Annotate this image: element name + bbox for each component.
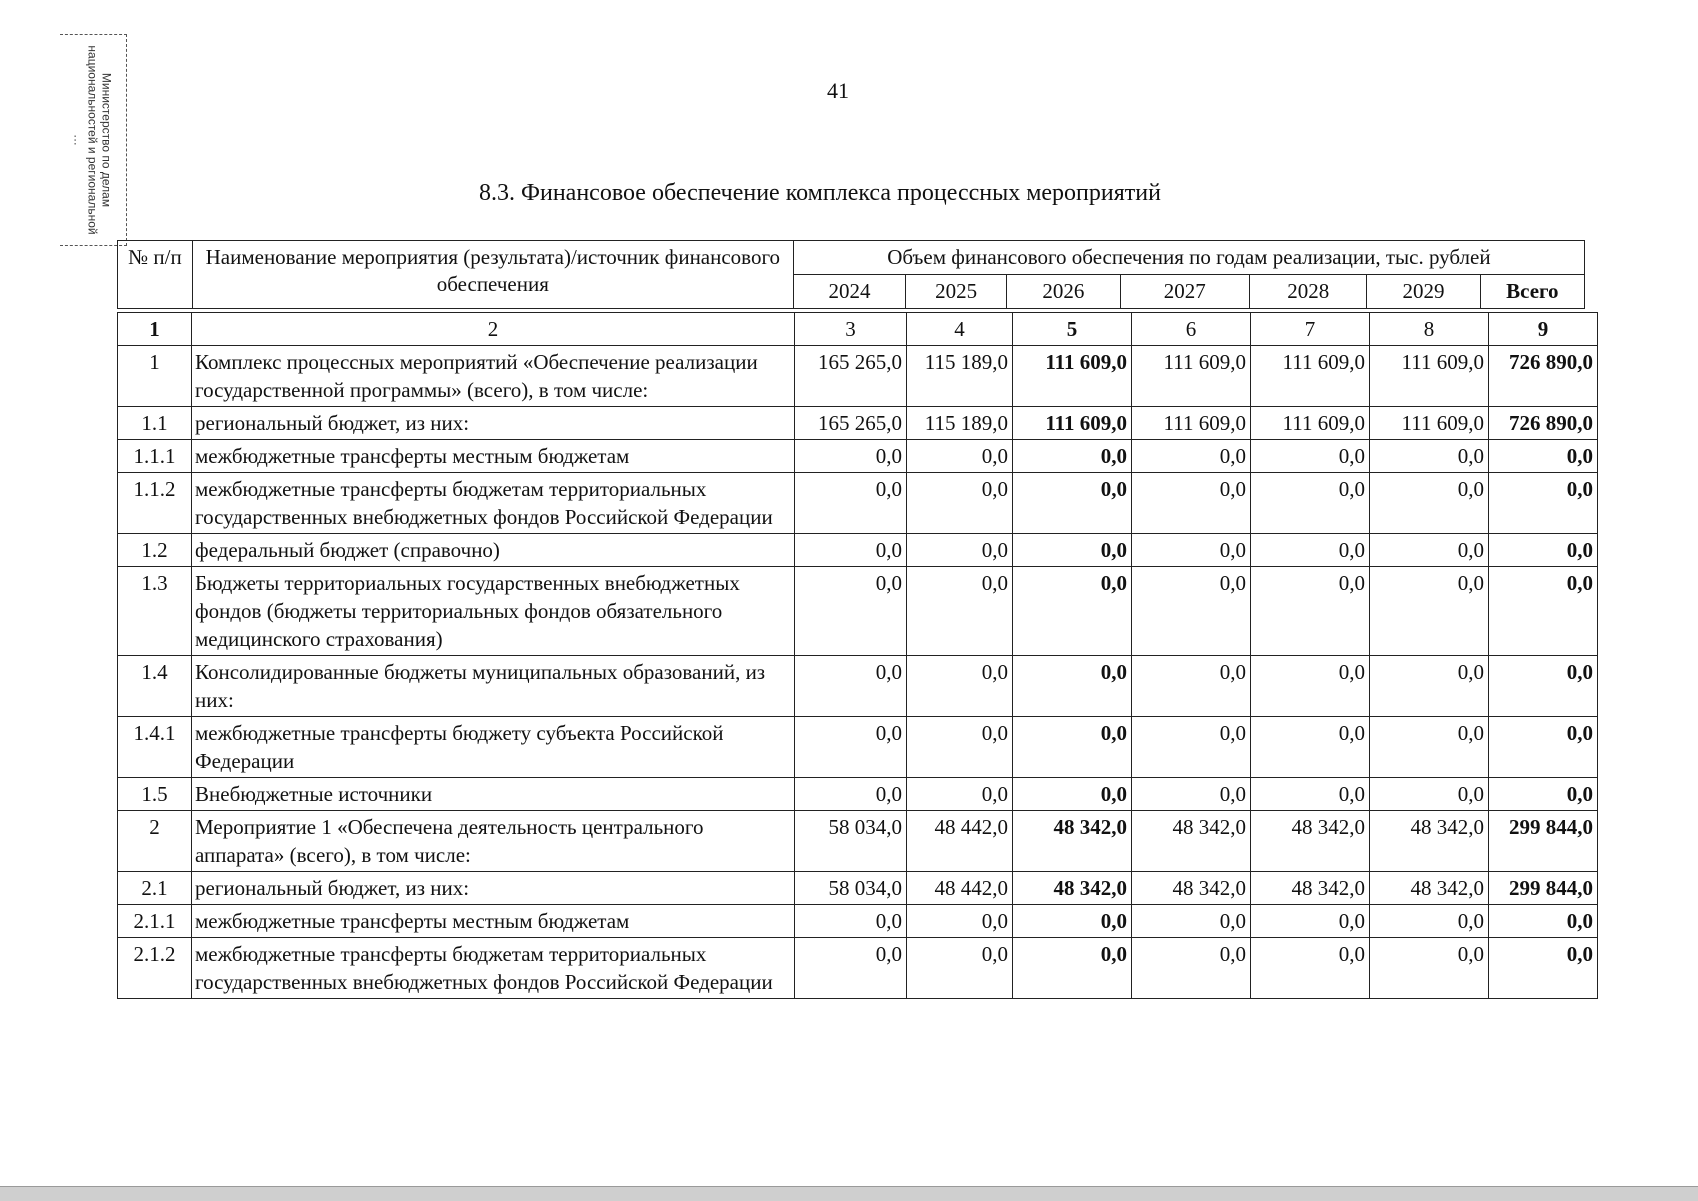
row-year-value: 0,0 (1013, 473, 1132, 534)
row-year-value: 0,0 (1251, 440, 1370, 473)
row-year-value: 0,0 (1132, 717, 1251, 778)
row-year-value: 111 609,0 (1370, 407, 1489, 440)
ministry-stamp (60, 34, 127, 246)
table-row (118, 905, 1598, 938)
row-year-value: 48 342,0 (1013, 872, 1132, 905)
row-total-value: 0,0 (1489, 905, 1598, 938)
row-year-value: 0,0 (1370, 717, 1489, 778)
row-number: 2 (118, 811, 192, 872)
row-year-value: 0,0 (1370, 778, 1489, 811)
row-year-value: 0,0 (1251, 534, 1370, 567)
header-year: 2026 (1007, 275, 1120, 309)
row-year-value: 0,0 (1132, 473, 1251, 534)
table-row (118, 440, 1598, 473)
page-number: 41 (827, 78, 849, 103)
row-year-value: 111 609,0 (1251, 346, 1370, 407)
row-year-value: 0,0 (1013, 567, 1132, 656)
row-year-value: 0,0 (907, 905, 1013, 938)
section-title: 8.3. Финансовое обеспечение комплекса процессных мероприятий (479, 180, 1161, 206)
row-year-value: 111 609,0 (1132, 407, 1251, 440)
row-total-value: 0,0 (1489, 938, 1598, 999)
row-year-value: 0,0 (907, 473, 1013, 534)
row-year-value: 0,0 (1370, 473, 1489, 534)
row-year-value: 0,0 (907, 938, 1013, 999)
row-year-value: 0,0 (1370, 905, 1489, 938)
table-row (118, 567, 1598, 656)
row-year-value: 0,0 (1013, 905, 1132, 938)
row-name: Мероприятие 1 «Обеспечена деятельность центрального аппарата» (всего), в том числе: (192, 811, 795, 872)
row-year-value: 0,0 (1370, 534, 1489, 567)
row-year-value: 115 189,0 (907, 407, 1013, 440)
row-year-value: 0,0 (1132, 567, 1251, 656)
stamp-text (72, 45, 114, 234)
row-year-value: 0,0 (1132, 534, 1251, 567)
row-name: Внебюджетные источники (192, 778, 795, 811)
row-year-value: 111 609,0 (1013, 407, 1132, 440)
header-name: Наименование мероприятия (результата)/источник финансового обеспечения (192, 241, 793, 309)
row-year-value: 0,0 (795, 567, 907, 656)
row-name: федеральный бюджет (справочно) (192, 534, 795, 567)
row-year-value: 0,0 (1013, 440, 1132, 473)
header-year: 2028 (1250, 275, 1367, 309)
row-number: 1.1.2 (118, 473, 192, 534)
row-year-value: 0,0 (1132, 656, 1251, 717)
row-year-value: 0,0 (1013, 778, 1132, 811)
row-year-value: 0,0 (907, 717, 1013, 778)
row-name: региональный бюджет, из них: (192, 872, 795, 905)
row-year-value: 0,0 (1013, 656, 1132, 717)
table-row (118, 811, 1598, 872)
header-year: 2024 (793, 275, 905, 309)
column-number: 9 (1489, 313, 1598, 346)
column-number: 8 (1370, 313, 1489, 346)
row-year-value: 111 609,0 (1370, 346, 1489, 407)
row-number: 2.1 (118, 872, 192, 905)
row-year-value: 115 189,0 (907, 346, 1013, 407)
column-number: 3 (795, 313, 907, 346)
column-number: 5 (1013, 313, 1132, 346)
header-total: Всего (1480, 275, 1584, 309)
row-year-value: 0,0 (1132, 778, 1251, 811)
header-year: 2029 (1367, 275, 1480, 309)
row-year-value: 0,0 (1251, 778, 1370, 811)
row-year-value: 0,0 (907, 534, 1013, 567)
row-year-value: 48 442,0 (907, 811, 1013, 872)
row-total-value: 0,0 (1489, 440, 1598, 473)
row-year-value: 0,0 (795, 905, 907, 938)
row-year-value: 111 609,0 (1132, 346, 1251, 407)
column-number: 4 (907, 313, 1013, 346)
row-year-value: 48 342,0 (1370, 811, 1489, 872)
row-number: 2.1.1 (118, 905, 192, 938)
row-year-value: 48 342,0 (1132, 811, 1251, 872)
row-year-value: 0,0 (907, 440, 1013, 473)
row-number: 2.1.2 (118, 938, 192, 999)
row-year-value: 58 034,0 (795, 872, 907, 905)
row-year-value: 0,0 (1370, 938, 1489, 999)
row-name: межбюджетные трансферты бюджетам территориальных государственных внебюджетных фондов Российской Федерации (192, 938, 795, 999)
table-row (118, 717, 1598, 778)
row-year-value: 0,0 (795, 440, 907, 473)
row-year-value: 0,0 (795, 938, 907, 999)
row-name: Комплекс процессных мероприятий «Обеспечение реализации государственной программы» (всего), в том числе: (192, 346, 795, 407)
row-year-value: 0,0 (1370, 567, 1489, 656)
row-number: 1.4 (118, 656, 192, 717)
row-total-value: 0,0 (1489, 567, 1598, 656)
scan-bottom-edge (0, 1186, 1698, 1201)
row-year-value: 0,0 (907, 656, 1013, 717)
row-year-value: 0,0 (1132, 905, 1251, 938)
row-year-value: 111 609,0 (1013, 346, 1132, 407)
row-year-value: 165 265,0 (795, 407, 907, 440)
table-row (118, 346, 1598, 407)
row-total-value: 0,0 (1489, 473, 1598, 534)
row-year-value: 111 609,0 (1251, 407, 1370, 440)
row-year-value: 48 342,0 (1370, 872, 1489, 905)
row-year-value: 0,0 (795, 534, 907, 567)
row-year-value: 0,0 (1370, 440, 1489, 473)
row-name: межбюджетные трансферты бюджетам территориальных государственных внебюджетных фондов Российской Федерации (192, 473, 795, 534)
stamp-line: Министерство по делам (100, 72, 114, 208)
table-row (118, 473, 1598, 534)
table-row (118, 938, 1598, 999)
row-total-value: 726 890,0 (1489, 407, 1598, 440)
header-year: 2027 (1120, 275, 1249, 309)
header-volume: Объем финансового обеспечения по годам реализации, тыс. рублей (793, 241, 1584, 275)
row-year-value: 0,0 (1132, 440, 1251, 473)
row-number: 1.2 (118, 534, 192, 567)
row-year-value: 0,0 (1013, 938, 1132, 999)
table-header (117, 240, 1585, 309)
table-row (118, 872, 1598, 905)
table-row (118, 656, 1598, 717)
row-number: 1.3 (118, 567, 192, 656)
row-total-value: 299 844,0 (1489, 811, 1598, 872)
row-year-value: 0,0 (1251, 938, 1370, 999)
header-year: 2025 (906, 275, 1007, 309)
table-row (118, 534, 1598, 567)
row-year-value: 0,0 (1251, 905, 1370, 938)
row-year-value: 0,0 (1132, 938, 1251, 999)
row-year-value: 165 265,0 (795, 346, 907, 407)
column-numbers-row (118, 313, 1598, 346)
row-name: Бюджеты территориальных государственных внебюджетных фондов (бюджеты территориальных фондов обязательного медицинского страхования) (192, 567, 795, 656)
stamp-line: национальностей и региональной (86, 45, 100, 235)
column-number: 7 (1251, 313, 1370, 346)
row-year-value: 0,0 (1251, 473, 1370, 534)
row-year-value: 0,0 (1251, 567, 1370, 656)
row-number: 1.5 (118, 778, 192, 811)
row-year-value: 0,0 (1251, 656, 1370, 717)
row-number: 1.1.1 (118, 440, 192, 473)
header-num: № п/п (118, 241, 193, 309)
row-year-value: 48 342,0 (1251, 811, 1370, 872)
row-number: 1.1 (118, 407, 192, 440)
row-total-value: 0,0 (1489, 656, 1598, 717)
finance-table (117, 312, 1598, 999)
row-total-value: 299 844,0 (1489, 872, 1598, 905)
row-year-value: 48 342,0 (1132, 872, 1251, 905)
row-year-value: 0,0 (795, 473, 907, 534)
row-year-value: 48 442,0 (907, 872, 1013, 905)
column-number: 1 (118, 313, 192, 346)
row-name: межбюджетные трансферты бюджету субъекта Российской Федерации (192, 717, 795, 778)
table-row (118, 407, 1598, 440)
row-year-value: 0,0 (795, 656, 907, 717)
row-name: Консолидированные бюджеты муниципальных образований, из них: (192, 656, 795, 717)
row-year-value: 0,0 (1370, 656, 1489, 717)
row-year-value: 0,0 (907, 567, 1013, 656)
row-total-value: 726 890,0 (1489, 346, 1598, 407)
row-year-value: 0,0 (1013, 534, 1132, 567)
row-year-value: 0,0 (1251, 717, 1370, 778)
row-name: межбюджетные трансферты местным бюджетам (192, 440, 795, 473)
row-name: региональный бюджет, из них: (192, 407, 795, 440)
row-total-value: 0,0 (1489, 534, 1598, 567)
row-name: межбюджетные трансферты местным бюджетам (192, 905, 795, 938)
row-total-value: 0,0 (1489, 778, 1598, 811)
row-year-value: 48 342,0 (1251, 872, 1370, 905)
row-number: 1.4.1 (118, 717, 192, 778)
table-row (118, 778, 1598, 811)
row-year-value: 0,0 (795, 717, 907, 778)
row-year-value: 0,0 (907, 778, 1013, 811)
column-number: 2 (192, 313, 795, 346)
column-number: 6 (1132, 313, 1251, 346)
stamp-line: … (72, 134, 86, 146)
row-number: 1 (118, 346, 192, 407)
row-year-value: 58 034,0 (795, 811, 907, 872)
row-year-value: 0,0 (795, 778, 907, 811)
row-total-value: 0,0 (1489, 717, 1598, 778)
row-year-value: 0,0 (1013, 717, 1132, 778)
row-year-value: 48 342,0 (1013, 811, 1132, 872)
